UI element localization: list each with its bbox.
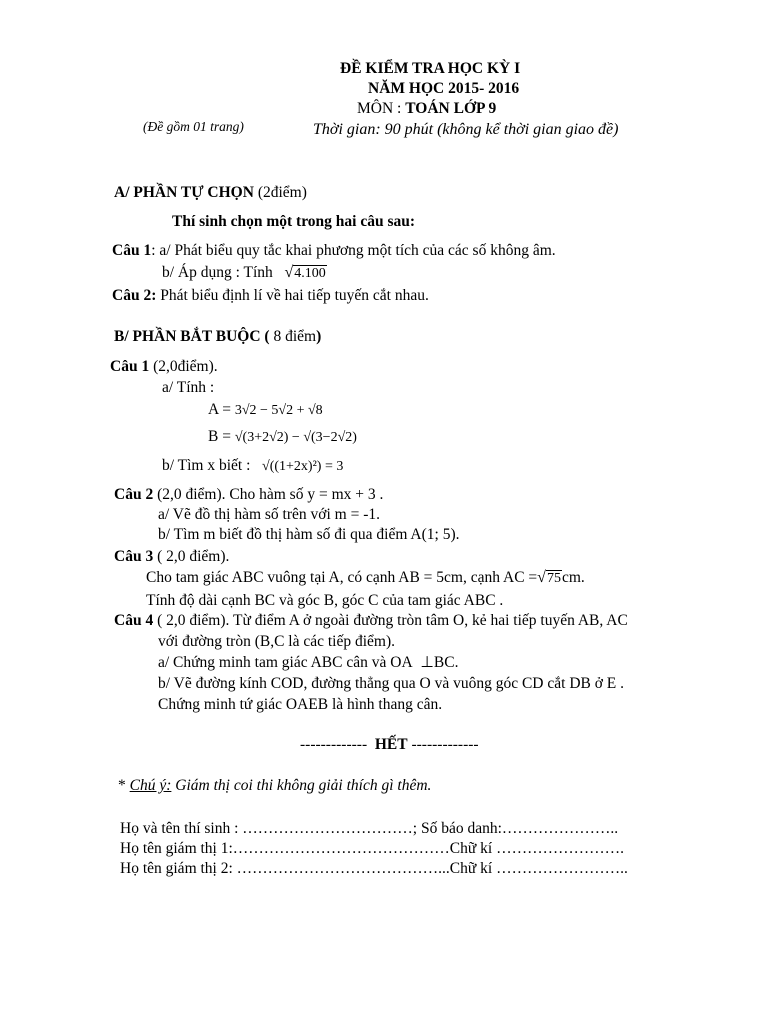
expr-B [208,428,357,446]
partB-c1a: a/ Tính : [162,379,215,396]
partB-c1 [110,358,218,376]
partB-c4-text: ( 2,0 điểm). Từ điểm A ở ngoài đường tròn tâm O, kẻ hai tiếp tuyến AB, AC [153,612,628,629]
sqrt-75-value: 75 [546,571,561,586]
partA-heading [114,184,307,202]
time-note: Thời gian: 90 phút (không kể thời gian giao đề) [313,121,619,138]
partB-c3-line1-pre: Cho tam giác ABC vuông tại A, có cạnh AB = 5cm, cạnh AC = [146,569,538,586]
partB-c4 [114,612,628,630]
sqrt-75-expr: √75 [537,569,561,586]
note-star: * [118,777,130,794]
partB-c4a [158,654,458,672]
expr-A-formula: 3√2 − 5√2 + √8 [234,403,323,418]
partB-c3-line1 [146,569,585,587]
expr-B-label: B = [208,428,231,445]
partB-c4b: b/ Vẽ đường kính COD, đường thẳng qua O và vuông góc CD cắt DB ở E . [158,675,625,692]
exam-title: ĐỀ KIỂM TRA HỌC KỲ I [340,60,521,77]
school-year: NĂM HỌC 2015- 2016 [368,80,520,97]
partB-c3-label: Câu 3 [114,548,154,565]
partB-c3-line1-post: cm. [561,569,585,586]
partA-q1b [162,264,327,282]
expr-B-formula: √(3+2√2) − √(3−2√2) [234,430,357,445]
partB-c1-label: Câu 1 [110,358,150,375]
sqrt-4100-value: 4.100 [294,266,326,281]
partB-c4a-pre: a/ Chứng minh tam giác ABC cân và OA [158,654,413,671]
partB-c3-line2: Tính độ dài cạnh BC và góc B, góc C của tam giác ABC . [146,592,504,609]
subject-prefix: MÔN : [357,100,406,117]
expr-A [208,401,323,419]
partB-c3 [114,548,229,566]
partA-q1 [112,242,556,260]
partA-points: (2điểm) [253,184,307,201]
expr-A-label: A = [208,401,231,418]
partB-points: 8 điểm [269,328,317,345]
partB-c2b: b/ Tìm m biết đồ thị hàm số đi qua điểm A(1; 5). [158,526,460,543]
partB-heading [114,328,321,346]
invigilator1-line: Họ tên giám thị 1:……………………………………Chữ kí ……………………. [120,840,624,857]
partA-q2-label: Câu 2: [112,287,157,304]
partA-heading-text: A/ PHẦN TỰ CHỌN [114,184,254,201]
sqrt-4100-expr: √4.100 [284,264,326,281]
partA-q2-text: Phát biểu định lí về hai tiếp tuyến cắt nhau. [156,287,429,304]
partB-c4a-post: BC. [433,654,459,671]
partB-c1b [162,457,343,475]
partB-c1b-text: b/ Tìm x biết : [162,457,251,474]
note-line [118,777,431,795]
end-dashes-right: ------------- [411,736,479,753]
candidate-info-line: Họ và tên thí sinh : ……………………………; Số báo danh:………………….. [120,820,619,837]
note-label: Chú ý: [129,777,172,794]
partA-instruction: Thí sinh chọn một trong hai câu sau: [172,213,416,230]
end-marker [300,736,479,754]
partB-heading-text: B/ PHẦN BẮT BUỘC ( [114,328,270,345]
note-text: Giám thị coi thi không giải thích gì thêm. [171,777,432,794]
partA-q1-label: Câu 1 [112,242,152,259]
partB-c3-text: ( 2,0 điểm). [153,548,230,565]
partA-q2 [112,287,429,305]
partA-q1-text: : a/ Phát biểu quy tắc khai phương một tích của các số không âm. [151,242,556,259]
partB-heading-close: ) [316,328,322,345]
subject-name: TOÁN LỚP 9 [405,100,497,117]
partB-c1-points: (2,0điểm). [149,358,218,375]
partB-c2a: a/ Vẽ đồ thị hàm số trên với m = -1. [158,506,380,523]
partB-c2-label: Câu 2 [114,486,154,503]
partA-q1b-text: b/ Áp dụng : Tính [162,264,273,281]
partB-c2 [114,486,383,504]
partB-c4-label: Câu 4 [114,612,154,629]
end-dashes-left: ------------- [300,736,368,753]
partB-c4b2: Chứng minh tứ giác OAEB là hình thang cân. [158,696,443,713]
invigilator2-line: Họ tên giám thị 2: …………………………………...Chữ kí …………………….. [120,860,628,877]
expr-X-formula: √((1+2x)²) = 3 [262,459,344,474]
partB-c2-text: (2,0 điểm). Cho hàm số y = mx + 3 . [153,486,384,503]
perpendicular-symbol: ⊥ [420,654,434,671]
end-word: HẾT [374,736,408,753]
partB-c4-line2: với đường tròn (B,C là các tiếp điểm). [158,633,396,650]
subject-line [357,100,496,118]
pages-note: (Đề gồm 01 trang) [143,119,244,134]
